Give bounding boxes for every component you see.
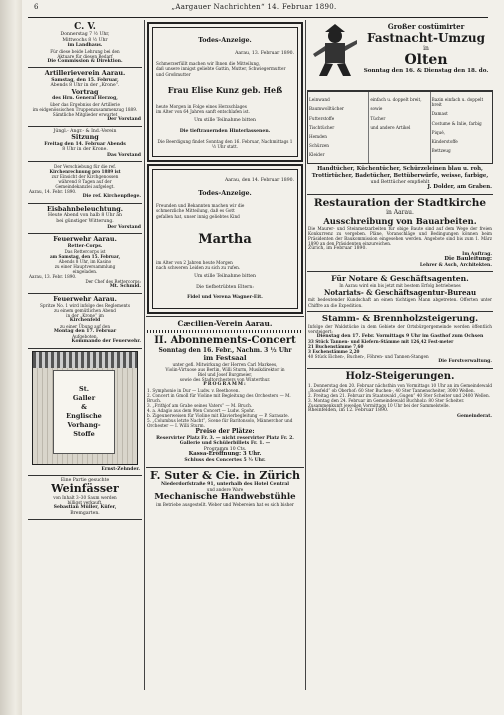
table-cell: Tücher (370, 115, 386, 121)
table-cell: Schürzen (309, 143, 329, 149)
stammholz-item: 21 Buchenstämme 7,60 (308, 344, 364, 350)
table-cell: Tischtücher (309, 124, 335, 130)
holz-line: Zusammenkunft jeweilen Vormittags 10 Uhr bei der Sammelstelle. (308, 403, 450, 409)
feuerwehr-sub: Retter-Corps. (67, 243, 103, 249)
ad-fastnacht (307, 20, 493, 91)
feuerwehr-line: Das Rettercorps ist (64, 249, 106, 255)
sitzung-signature: Das Vorstand (106, 152, 141, 158)
feuerwehr-line: eingeladen. (72, 269, 98, 275)
kassa-line: Kassa-Eröffnung: 3 Uhr. (188, 451, 262, 458)
ad-restauration (307, 195, 493, 273)
curtain-line: Vorhang- (67, 420, 101, 429)
feuerwehr-line: zu einer Hauptversammlung (54, 264, 116, 270)
concert-org: Cæcilien-Verein Aarau. (177, 319, 273, 328)
feuerwehr2-line: in der „Krone“ im (66, 313, 104, 319)
eisbahn-line: Heute Abend von halb 8 Uhr an (48, 213, 122, 219)
todes1-after: heute Morgen in Folge eines Herzschlages (156, 103, 247, 109)
textile-table (307, 91, 493, 164)
price-line: Programm 10 Cts. (203, 446, 247, 452)
restauration-title: Restauration der Stadtkirche (313, 196, 487, 209)
handel-line: und Betttücher empfiehlt (370, 179, 430, 185)
todes1-after: Um stille Teilnahme bitten (194, 118, 256, 124)
artillerie-line: Abends 8 Uhr in der „Krone“. (50, 83, 120, 89)
column-divider (305, 20, 306, 690)
sitzung-line: 8 Uhr in der Krone. (62, 147, 108, 153)
restauration-sig1: Im Auftrag. (462, 251, 492, 257)
handel-line: Handtücher, Küchentücher, Schürzeleinen blau u. roh, (317, 165, 483, 172)
concert-line: unter gefl. Mitwirkung der Herren Carl Markees, (172, 362, 278, 367)
book-gutter (0, 0, 22, 715)
feuerwehr-line: am Samstag, den 15. Februar, (49, 254, 121, 260)
cv-line: im Landhaus. (67, 43, 103, 49)
table-cell: Damast (431, 111, 448, 117)
notariat-title: Notariats- & Geschäftsagentur-Bureau (323, 288, 477, 298)
table-cell: Costume & Inlie, farbig (431, 120, 482, 126)
fastnacht-date: Sonntag den 16. & Dienstag den 18. do. (363, 68, 489, 74)
stammholz-item: 40 Stück Eichen-, Buchen-, Föhren- und Tannen-Stangen (308, 354, 429, 360)
todes1-title: Todes-Anzeige. (198, 36, 252, 45)
handel-line: Trottirtücher, Badetücher, Bettüberwürfe, weisse, farbige, (311, 172, 489, 179)
header-rule (28, 17, 488, 18)
restauration-in: in Aarau. (386, 208, 414, 216)
notariat-top: Für Notare & Geschäftsagenten. (331, 274, 469, 284)
suter-big: Mechanische Handwebstühle (154, 492, 296, 503)
program-item: 3. „Frithjof am Grabe seines Vaters“ — M. Bruch. (147, 402, 253, 408)
concert-title: II. Abonnements-Concert (154, 335, 296, 346)
ad-cv (28, 20, 142, 68)
concert-line: Biel und Josef Burgmeier, (197, 372, 253, 377)
kirchen-line: Aarau, 14. Febr. 1890. (29, 189, 77, 195)
kirchen-signature: Die ref. Kirchenpflege. (82, 194, 141, 200)
ad-feuerwehr-spritze (28, 294, 142, 349)
feuerwehr2-line: Kirchenfeld (69, 318, 101, 324)
table-cell: Hemden (309, 133, 327, 139)
concert-venue: im Festsaal (203, 354, 247, 362)
cv-line: Mittwochs 8 ½ Uhr (62, 37, 108, 43)
fastnacht-in: in (423, 45, 429, 52)
feuerwehr2-title: Feuerwehr Aarau. (53, 294, 117, 303)
feuerwehr2-line: Montag den 17. Februar (53, 328, 117, 334)
todes2-line: Freunden und Bekannten machen wir die (156, 203, 245, 209)
stammholz-signature: Die Forstverwaltung. (438, 359, 492, 365)
price-line: Gallerie und Schülerbillets Fr. 1. — (179, 441, 271, 447)
kirchen-line: zur Einsicht der Kirchgenossen (51, 174, 119, 180)
kirchen-line: Kirchenrechnung pro 1889 ist (49, 169, 121, 175)
table-cell: Bettzeug (431, 148, 451, 154)
ad-sitzung (28, 127, 142, 163)
todes2-after: nach schweren Leiden zu sich zu rufen. (156, 264, 241, 270)
holz-place: Rheinfelden, im 12. Februar 1890. (308, 408, 389, 414)
fastnacht-city: Olten (404, 52, 448, 68)
kirchen-line: Gemeindekanzlei aufgelegt. (55, 184, 115, 190)
schluss-line: Schluss des Concertes 5 ½ Uhr. (184, 457, 266, 463)
ad-artillerie (28, 68, 142, 126)
fastnacht-top: Großer costümirter (387, 22, 465, 31)
eisbahn-line: bei günstiger Witterung. (56, 218, 114, 224)
todes2-after: Um stille Teilnahme bitten (194, 274, 256, 280)
stammholz-item: 3 Eschenstämme 2,20 (308, 349, 360, 355)
ad-eisbahn (28, 204, 142, 234)
cv-line: Für diese beide Lehrung bei den (50, 48, 120, 54)
cv-signature: Die Commission & Direktion. (47, 58, 123, 64)
page-number: 6 (34, 3, 39, 11)
curtain-valance (33, 352, 137, 368)
eisbahn-signature: Der Vorstand (107, 224, 141, 230)
sitzung-title: Sitzung (71, 133, 99, 142)
todes1-name: Frau Elise Kunz geb. Heß (167, 84, 283, 95)
todes2-line: schmerzliche Mitteilung, daß es Gott (156, 208, 235, 214)
feuerwehr2-line: zu einer Übung auf den (59, 323, 111, 329)
death-notice-kunz (147, 22, 303, 162)
concert-line: sowie des Stadtorchesters von Winterthur. (179, 377, 271, 382)
todes2-signature: Die tiefbetrübten Eltern: (196, 284, 254, 290)
todes1-signature: Die tieftrauernden Hinterlassenen. (179, 128, 271, 134)
stammholz-title: Stamm- & Brennholzsteigerung. (321, 313, 479, 324)
concert-line: Violin-Virtuose aus Berlin, Willi Sturm, Musikdirektor in (165, 367, 285, 372)
program-item: 1. Symphonie in Dur — Ludw. v. Beethoven. (147, 387, 240, 393)
todes2-place: Aarau, den 14. Februar 1890. (224, 177, 294, 183)
feuerwehr2-line: zu einem gemütlichen Abend (54, 308, 116, 314)
ad-suter (146, 468, 304, 511)
ad-kirchenrechnung (28, 162, 142, 204)
ad-caecilien-concert (146, 316, 304, 468)
feuerwehr-title: Feuerwehr Aarau. (53, 235, 117, 244)
death-notice-martha (147, 164, 303, 314)
program-item: 5. „Columbus letzte Nacht“, Scene für Baritonsolo, Männerchor und Orchester — I. Willi Sturm. (147, 417, 293, 428)
ad-notariat (307, 272, 493, 311)
restauration-sub: Ausschreibung von Bauarbeiten. (323, 215, 477, 226)
weinfaesser-title: Weinfässer (51, 482, 119, 496)
artillerie-line: Sämtliche Mitglieder erwartet (52, 111, 118, 117)
weinfaesser-top: Eine Partie gesuchte (60, 477, 110, 483)
column-divider (144, 20, 145, 690)
stammholz-item: 33 Stück Tannen- und Kiefern-Stämme mit 126,42 Fest-meter (308, 339, 454, 345)
suter-sub: Niederdorfstraße 91, unterhalb des Hotel Central (160, 481, 290, 487)
table-cell: Futterstoffe (309, 115, 335, 121)
feuerwehr2-line: Aufgeboten. (72, 334, 98, 340)
todes1-place: Aarau, 13. Februar 1890. (235, 51, 294, 57)
curtain-illustration (32, 351, 138, 465)
todes2-after: im Alter von 2 Jahren heute Morgen (156, 259, 233, 265)
newspaper-title: „Aargauer Nachrichten“ 14. Februar 1890. (171, 3, 337, 11)
stammholz-text: Infolge der Waldstücke in dem Gebiete der Ortsbürgergemeinde werden öffentlich versteigert: (308, 323, 492, 334)
curtain-line: Stoffe (73, 429, 95, 438)
column-middle (146, 20, 304, 690)
program-title: PROGRAMM: (203, 382, 247, 387)
table-col (369, 92, 430, 163)
suter-title: F. Suter & Cie. in Zürich (149, 468, 301, 482)
curtain-line: St. (79, 384, 89, 393)
program-item: 2. Concert in Gmoll für Violine mit Begleitung des Orchesters — M. Bruch. (147, 392, 291, 403)
sitzung-top: Jüngl.- Angr.- & Ind.-Verein (53, 128, 117, 134)
feuerwehr2-signature: Kommando der Feuerwehr. (71, 339, 141, 345)
rule-ornament (147, 330, 303, 333)
ad-feuerwehr-retter (28, 234, 142, 294)
artillerie-line: im eidgenössischen Truppenzusammenzug 1889. (32, 106, 138, 112)
restauration-text: Die Maurer- und Steinmetzarbeiten für obige Baute sind auf dem Wege der freien Konkurrenz zu vergeben. Pläne, Voranschläge und Bedingungen können beim Präsidenten der Baukommission eingesehen werden. Angebote sind bis zum 1. März 1890 an den Präsidenten einzureichen. (308, 225, 492, 246)
artillerie-title: Artillerieverein Aarau. (44, 69, 126, 78)
holz-title: Holz-Steigerungen. (345, 371, 455, 382)
todes2-line: gefallen hat, unser innig geliebtes Kind (156, 213, 240, 219)
notariat-text: In Aarau wird ein bis jetzt mit bestem Erfolg betriebenes (339, 283, 461, 289)
todes2-signature2: Fidel und Verena Wagner-Eit. (187, 294, 263, 300)
eisbahn-title: Eisbahnbeleuchtung. (47, 204, 123, 213)
cv-line: Donnerstag 7 ½ Uhr, (60, 32, 110, 37)
feuerwehr-line: Der Chef des Rettercorps: (85, 279, 141, 285)
holz-line: 1. Donnerstag den 20. Februar nächsthin von Vormittags 10 Uhr an im Gemeindewald „Rossfeld“ ob Oberhof: 60 Ster Buchen-, 40 Ster Tannenscheiter, 3000 Wellen. (308, 383, 492, 394)
table-cell: Bazin einfach u. doppelt breit (431, 97, 484, 108)
table-cell: Kinderstoffe (431, 138, 458, 144)
stammholz-date: Dienstag den 17. Febr. Vormittags 9 Uhr im Gasthof zum Ochsen (316, 333, 484, 339)
kirchen-line: Der Verschiebung für die ref. (53, 164, 116, 170)
weinfaesser-line: von Inhalt 3–30 Saum werden (53, 495, 117, 501)
weinfaesser-line: Sebastian Müller, Küfer, (53, 505, 117, 511)
todes1-after: im Alter von 64 Jahren sanft entschlafen ist. (156, 108, 250, 114)
todes1-line: Schmerzerfüllt machen wir Ihnen die Mitteilung, (156, 61, 261, 67)
restauration-place: Zürich, im Februar 1890. (308, 246, 367, 252)
table-cell: Kleider (309, 152, 325, 158)
ad-handtuecher (307, 164, 493, 195)
artillerie-line: des Hrn. General Herzog, (52, 96, 118, 102)
ad-stammholz (307, 312, 493, 369)
weinfaesser-line: billigst verkauft. (67, 500, 103, 506)
restauration-sig3: Lehrer & Asch, Architekten. (419, 262, 492, 268)
table-col (431, 92, 492, 163)
program-item: b. Zigeunerweisen für Violine mit Klavierbegleitung — P. Sarasate. (147, 412, 289, 418)
notariat-text2: mit bedeutender Kundschaft an einen tüchtigen Mann abgetreten. Offerten unter Chiffre an die Expedition. (308, 297, 492, 308)
price-line: Reservirter Platz Fr. 3. — nicht reservirter Platz Fr. 2. (156, 435, 294, 441)
artillerie-signature: Der Vorstand (107, 116, 141, 122)
table-cell: sowie (370, 106, 383, 112)
curtain-line: & (81, 402, 87, 411)
todes2-title: Todes-Anzeige. (198, 188, 252, 197)
price-title: Preise der Plätze: (195, 427, 255, 435)
ad-weinfaesser (28, 476, 142, 521)
holz-line: 3. Montag den 24. Februar im Gemeindewald Buchholz: 80 Ster Scheiter. (308, 398, 465, 404)
cv-line: Aktuare für diesen Bedarf (57, 53, 113, 59)
todes1-line: und Großmutter (156, 71, 191, 77)
table-col (308, 92, 369, 163)
table-cell: Leinwand (309, 97, 330, 103)
kirchen-line: während 8 Tagen auf der (58, 179, 112, 185)
jester-illustration (311, 24, 359, 76)
curtain-line: Galler (72, 393, 96, 402)
artillerie-line: Samstag, den 15. Februar, (51, 77, 119, 83)
cv-title: C. V. (74, 22, 96, 32)
suter-foot: im Betriebe ausgestellt. Weber und Webereien hat es sich bisher (156, 502, 294, 508)
curtain-line: Englische (66, 411, 102, 420)
holz-signature: Gemeinderat. (457, 414, 492, 420)
artillerie-line: Vortrag (71, 87, 99, 96)
feuerwehr-line: Aarau, 13. Febr. 1890. (29, 274, 77, 280)
table-cell: und andere Artikel (370, 124, 411, 130)
table-cell: Baumwolltücher (309, 106, 344, 112)
weinfaesser-line: Bremgarten. (70, 510, 100, 516)
program-item: 4. a. Adagio aus dem 9ten Concert — Ludw. Spohr. (147, 407, 255, 413)
table-cell: einfach u. doppelt breit, (370, 97, 422, 103)
column-left (28, 20, 142, 690)
concert-date: Sonntag den 16. Febr., Nachm. 3 ½ Uhr (158, 347, 292, 354)
holz-line: 2. Freitag den 21. Februar im Staatswald „Gugen“ 40 Ster Scheiter und 2400 Wellen. (308, 393, 491, 399)
curtain-text-panel (53, 370, 115, 454)
restauration-sig2: Die Bauleitung: (444, 256, 492, 263)
column-right (307, 20, 493, 690)
feuerwehr2-line: Spritze No. 1 wird infolge des Reglements (40, 303, 130, 309)
feuerwehr-line: Abends 8 Uhr, im Kasino (58, 259, 112, 265)
ad-holzsteigerungen (307, 369, 493, 423)
page-header (24, 0, 484, 14)
table-cell: Piqué, (431, 129, 445, 135)
sitzung-line: Freitag den 14. Februar Abends (44, 141, 126, 147)
artillerie-line: über das Ergebniss der Artillerie (50, 101, 120, 107)
handel-signature: J. Dolder, am Graben. (427, 184, 492, 191)
feuerwehr-signature: Mt. Schmid. (109, 284, 141, 290)
suter-line: und andere Ware (206, 487, 244, 493)
todes1-note: Die Beerdigung findet Sonntag den 16. Februar, Nachmittags 1 ½ Uhr statt. (157, 138, 293, 149)
fastnacht-title: Fastnacht-Umzug (366, 31, 486, 45)
todes2-name: Martha (198, 231, 252, 247)
curtain-footer: Ernst-Zehnder. (28, 467, 142, 476)
todes1-line: daß unsere innigst geliebte Gattin, Mutter, Schwiegermutter (156, 66, 286, 72)
